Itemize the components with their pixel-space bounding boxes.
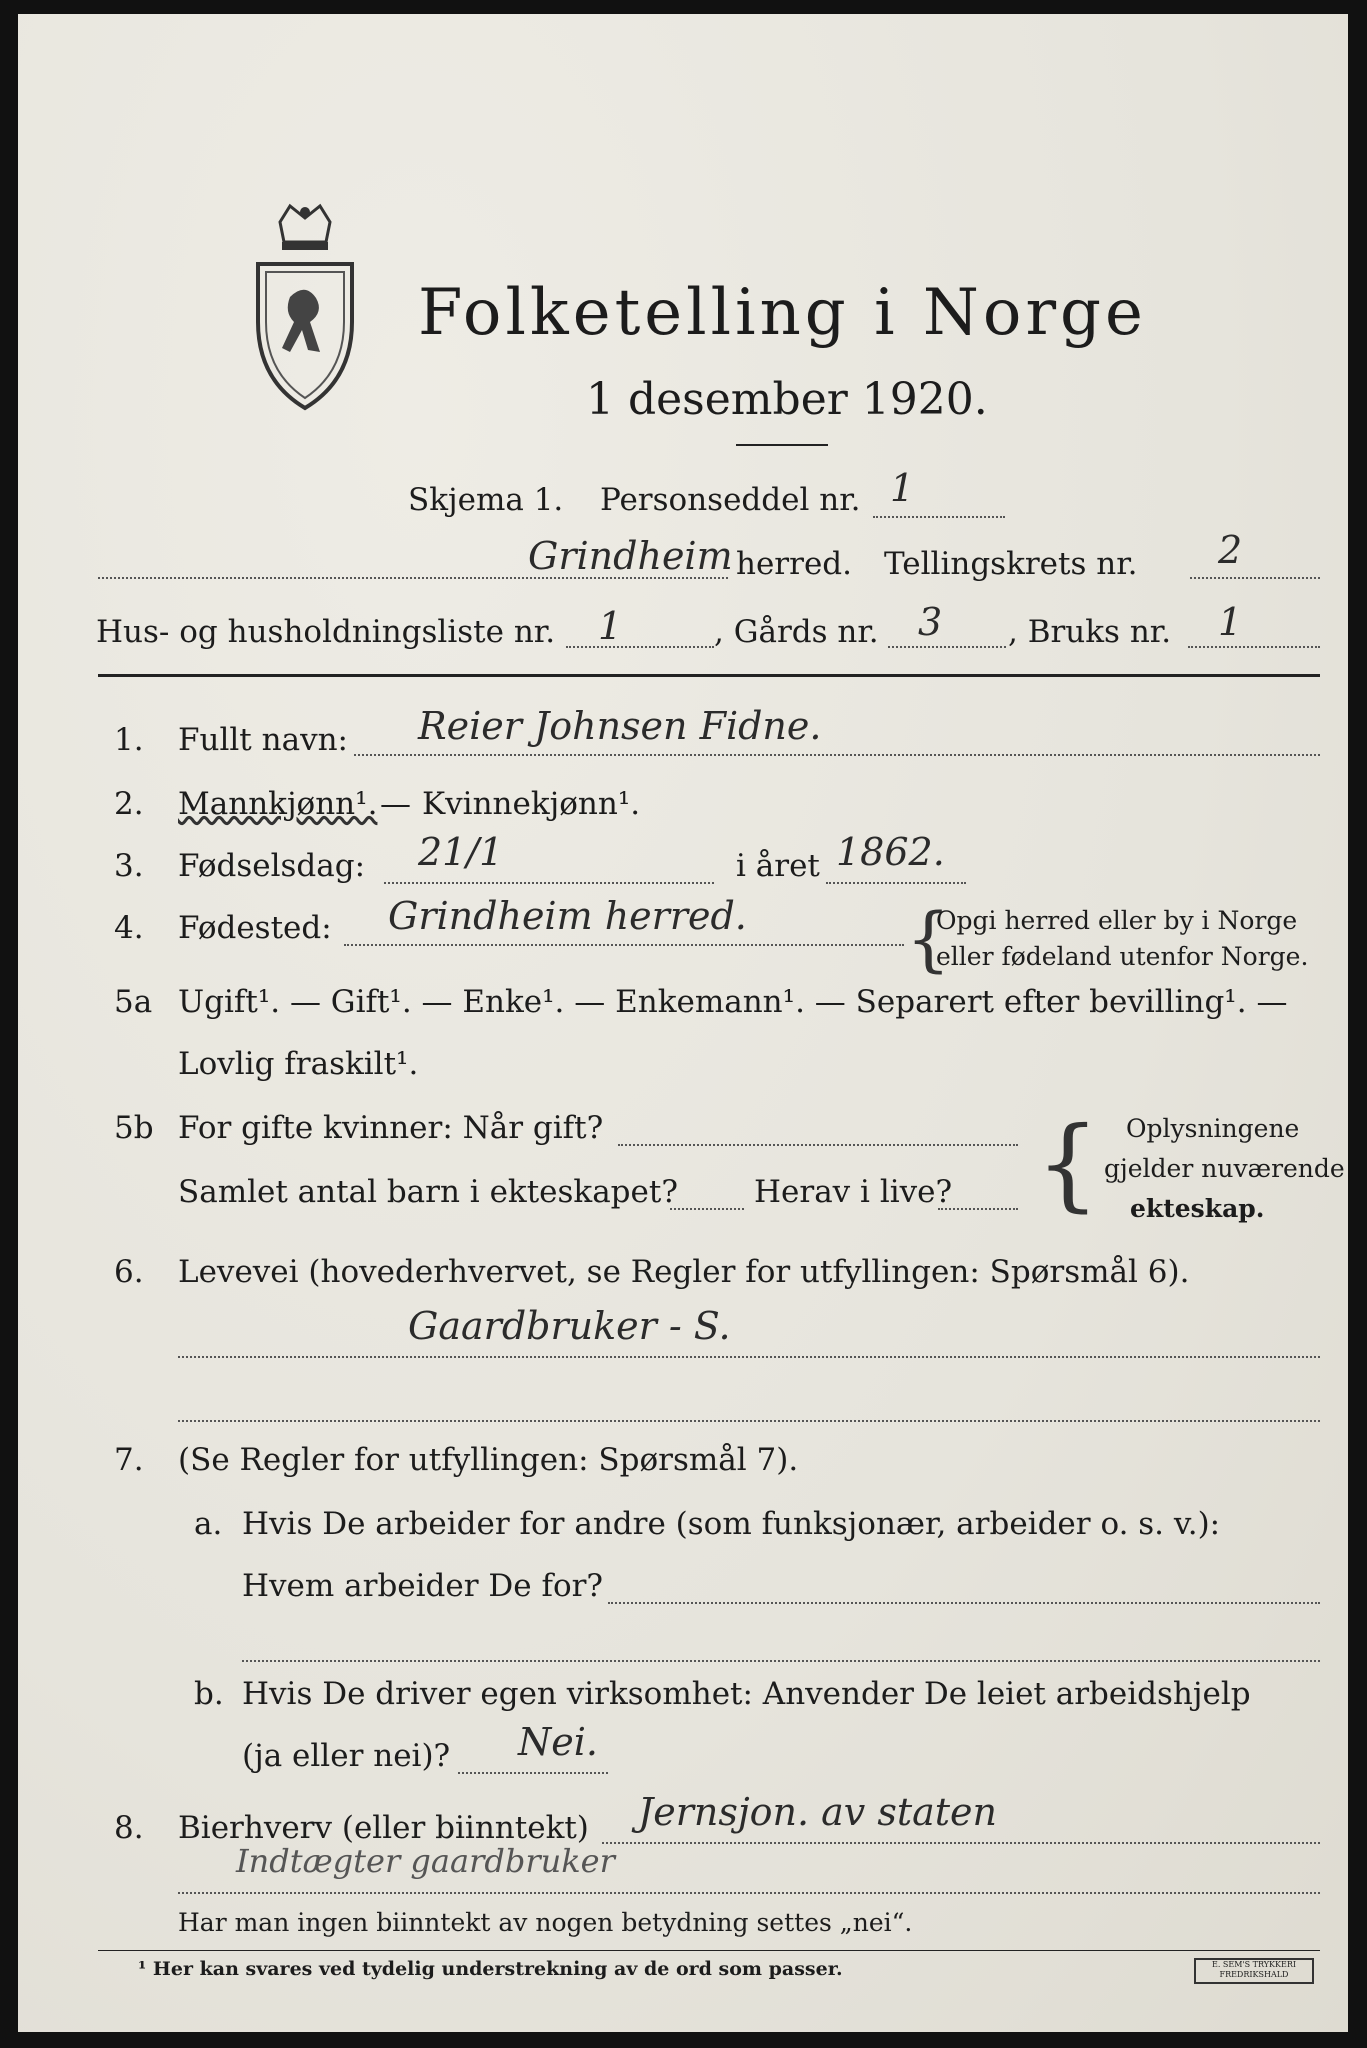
q4-note-1: Opgi herred eller by i Norge: [936, 906, 1298, 935]
q5a-options-2[interactable]: Lovlig fraskilt¹.: [178, 1046, 419, 1082]
q1-value[interactable]: Reier Johnsen Fidne.: [418, 704, 822, 748]
husholdning-line: [566, 646, 714, 648]
q7b-line: [458, 1772, 608, 1774]
q5a-number: 5a: [114, 984, 153, 1020]
census-form-page: [18, 14, 1348, 2032]
gards-value[interactable]: 3: [918, 600, 943, 644]
norwegian-lion-crest-icon: [250, 202, 360, 414]
q7b-label-1: Hvis De driver egen virksomhet: Anvender De leiet arbeidshjelp: [242, 1676, 1251, 1712]
husholdning-value[interactable]: 1: [598, 604, 623, 648]
q4-line: [344, 944, 904, 946]
footnote: ¹ Her kan svares ved tydelig understrekning av de ord som passer.: [138, 1958, 843, 1980]
q3-year-line: [826, 882, 966, 884]
q3-year-value[interactable]: 1862.: [836, 830, 945, 874]
q2-separator: —: [380, 786, 411, 822]
q5a-options[interactable]: Ugift¹. — Gift¹. — Enke¹. — Enkemann¹. — Separert efter bevilling¹. —: [178, 984, 1288, 1020]
bruks-line: [1188, 646, 1320, 648]
q8-line-2: [178, 1892, 1320, 1894]
printer-stamp: E. SEM'S TRYKKERI FREDRIKSHALD: [1194, 1958, 1314, 1984]
q5b-line-3: [938, 1208, 1018, 1210]
q4-label: Fødested:: [178, 910, 332, 946]
q5b-brace: {: [1036, 1105, 1100, 1222]
header-divider: [98, 674, 1320, 677]
title-rule: [736, 444, 828, 446]
q4-number: 4.: [114, 910, 144, 946]
q3-label: Fødselsdag:: [178, 848, 366, 884]
q1-label: Fullt navn:: [178, 722, 348, 758]
q7a-label-2: Hvem arbeider De for?: [242, 1568, 604, 1604]
gards-line: [888, 646, 1006, 648]
q7a-line-1: [608, 1602, 1320, 1604]
q7-number: 7.: [114, 1442, 144, 1478]
bruks-label: , Bruks nr.: [1008, 614, 1172, 650]
q7b-label-2: (ja eller nei)?: [242, 1738, 451, 1774]
tellingskrets-line: [1190, 577, 1320, 579]
q5b-number: 5b: [114, 1110, 154, 1146]
q5b-label-1: For gifte kvinner: Når gift?: [178, 1110, 604, 1146]
q1-number: 1.: [114, 722, 144, 758]
q7b-value[interactable]: Nei.: [518, 1720, 598, 1764]
gards-label: , Gårds nr.: [714, 614, 879, 650]
q5b-note-3: ekteskap.: [1130, 1194, 1265, 1223]
q5b-label-3: Herav i live?: [754, 1174, 953, 1210]
q8-label: Bierhverv (eller biinntekt): [178, 1810, 589, 1846]
personseddel-value[interactable]: 1: [890, 466, 915, 510]
q8-line-1: [602, 1842, 1320, 1844]
q6-value[interactable]: Gaardbruker - S.: [408, 1304, 731, 1348]
husholdning-label: Hus- og husholdningsliste nr.: [96, 614, 556, 650]
q8-value-1[interactable]: Jernsjon. av staten: [638, 1790, 998, 1834]
skjema-label: Skjema 1.: [408, 482, 564, 518]
q3-line: [384, 882, 714, 884]
q8-number: 8.: [114, 1810, 144, 1846]
q3-value[interactable]: 21/1: [418, 830, 504, 874]
q2-number: 2.: [114, 786, 144, 822]
q1-line: [354, 754, 1320, 756]
q6-line-1: [178, 1356, 1320, 1358]
q3-number: 3.: [114, 848, 144, 884]
q7a-label-1: Hvis De arbeider for andre (som funksjonær, arbeider o. s. v.):: [242, 1506, 1221, 1542]
q7b-letter: b.: [194, 1676, 224, 1712]
q4-brace: {: [906, 898, 951, 980]
q8-note: Har man ingen biinntekt av nogen betydning settes „nei“.: [178, 1908, 913, 1937]
q7a-letter: a.: [194, 1506, 223, 1542]
herred-label: herred.: [736, 546, 852, 582]
q4-note-2: eller fødeland utenfor Norge.: [936, 942, 1309, 971]
q5b-line-2: [670, 1208, 744, 1210]
q4-value[interactable]: Grindheim herred.: [388, 894, 747, 938]
personseddel-line: [873, 516, 1005, 518]
q5b-note-1: Oplysningene: [1126, 1114, 1300, 1143]
q6-label: Levevei (hovederhvervet, se Regler for utfyllingen: Spørsmål 6).: [178, 1254, 1190, 1290]
q6-line-2: [178, 1420, 1320, 1422]
q2-male-option[interactable]: Mannkjønn¹.: [178, 786, 378, 822]
bruks-value[interactable]: 1: [1218, 600, 1243, 644]
personseddel-label: Personseddel nr.: [600, 482, 861, 518]
q3-year-label: i året: [736, 848, 820, 884]
footnote-divider: [98, 1950, 1320, 1951]
q5b-note-2: gjelder nuværende: [1104, 1154, 1345, 1183]
form-title: Folketelling i Norge: [418, 276, 1147, 350]
q2-female-option[interactable]: Kvinnekjønn¹.: [422, 786, 641, 822]
herred-value[interactable]: Grindheim: [528, 534, 733, 578]
tellingskrets-value[interactable]: 2: [1218, 528, 1243, 572]
tellingskrets-label: Tellingskrets nr.: [884, 546, 1138, 582]
q6-number: 6.: [114, 1254, 144, 1290]
q7-label: (Se Regler for utfyllingen: Spørsmål 7).: [178, 1442, 799, 1478]
q8-value-2[interactable]: Indtægter gaardbruker: [236, 1842, 615, 1880]
form-date: 1 desember 1920.: [586, 374, 988, 425]
q5b-label-2: Samlet antal barn i ekteskapet?: [178, 1174, 678, 1210]
q5b-line-1: [618, 1144, 1018, 1146]
q7a-line-2: [242, 1660, 1320, 1662]
